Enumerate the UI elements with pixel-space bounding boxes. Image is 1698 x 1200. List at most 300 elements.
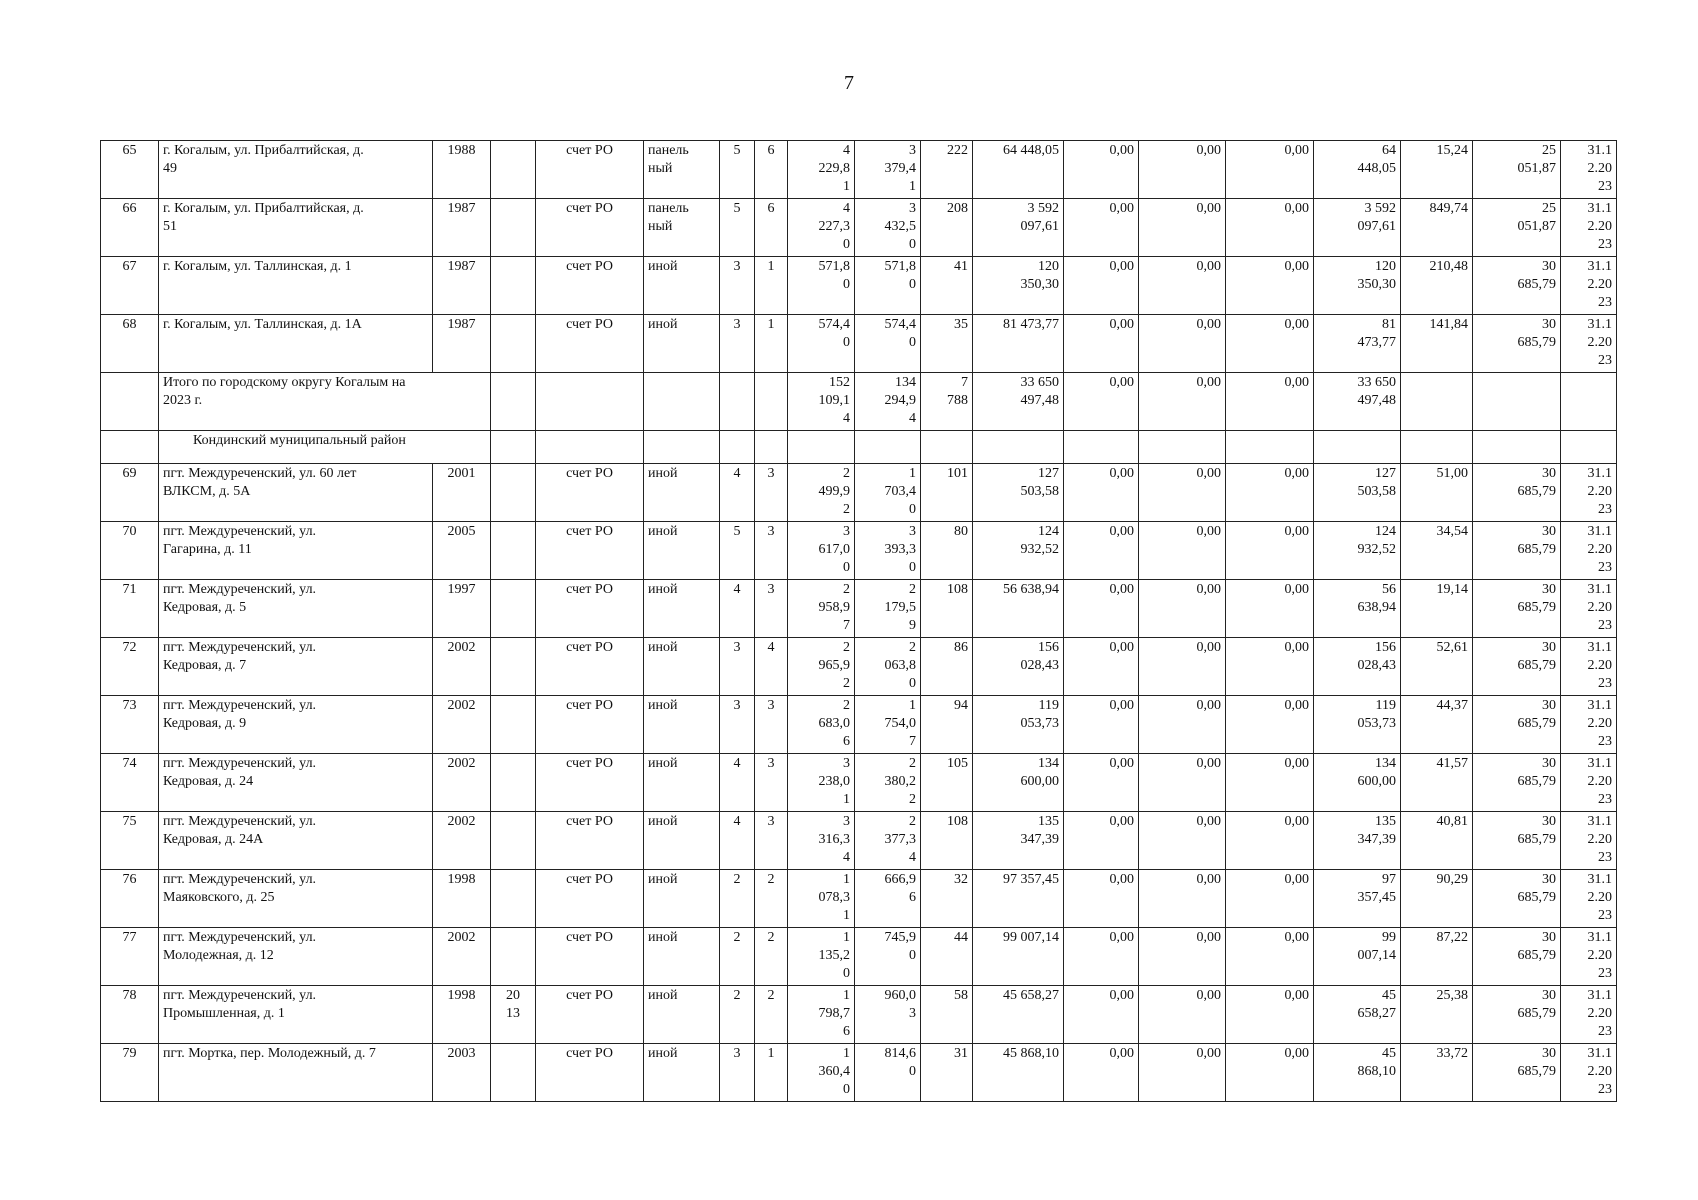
cell-year: 1987: [433, 315, 491, 373]
cell-yr2: [491, 870, 536, 928]
cell-year: 1987: [433, 199, 491, 257]
cell-people: 35: [921, 315, 973, 373]
cell-addr: пгт. Междуреченский, ул. Промышленная, д. 1: [159, 986, 433, 1044]
cell-year: 1998: [433, 986, 491, 1044]
cell-mat: иной: [644, 986, 720, 1044]
total-area2: 134 294,9 4: [855, 373, 921, 431]
cell-people: 44: [921, 928, 973, 986]
cell-f1: 0,00: [1064, 580, 1139, 638]
cell-fl: 2: [720, 870, 755, 928]
cell-people: 108: [921, 812, 973, 870]
cell-f1: 0,00: [1064, 199, 1139, 257]
cell-yr2: [491, 257, 536, 315]
cell-yr2: [491, 373, 536, 431]
cell-date: 31.1 2.20 23: [1561, 464, 1617, 522]
cell-unit: 849,74: [1401, 199, 1473, 257]
cell-max: 30 685,79: [1473, 812, 1561, 870]
cell-fl: 3: [720, 1044, 755, 1102]
cell-no: 77: [101, 928, 159, 986]
cell-area: 2 958,9 7: [788, 580, 855, 638]
cell-fl: 4: [720, 754, 755, 812]
cell-yr2: [491, 754, 536, 812]
cell-yr2: [491, 199, 536, 257]
cell-f4: 156 028,43: [1314, 638, 1401, 696]
cell-unit: 87,22: [1401, 928, 1473, 986]
cell-f1: 0,00: [1064, 464, 1139, 522]
cell-mat: панель ный: [644, 141, 720, 199]
cell-f1: 0,00: [1064, 696, 1139, 754]
cell-f2: 0,00: [1139, 522, 1226, 580]
empty-cell: [720, 431, 755, 464]
cell-f2: 0,00: [1139, 986, 1226, 1044]
cell-year: 2002: [433, 812, 491, 870]
cell-date: 31.1 2.20 23: [1561, 141, 1617, 199]
cell-max: 30 685,79: [1473, 580, 1561, 638]
cell-area2: 960,0 3: [855, 986, 921, 1044]
cell-f3: 0,00: [1226, 522, 1314, 580]
cell-cost: 124 932,52: [973, 522, 1064, 580]
cell-fund: счет РО: [536, 1044, 644, 1102]
cell-addr: г. Когалым, ул. Прибалтийская, д. 49: [159, 141, 433, 199]
cell-no: 67: [101, 257, 159, 315]
cell-f4: 97 357,45: [1314, 870, 1401, 928]
cell-fl: 2: [720, 928, 755, 986]
cell-unit: 19,14: [1401, 580, 1473, 638]
cell-fl: 3: [720, 315, 755, 373]
cell-mat: иной: [644, 580, 720, 638]
cell-no: 76: [101, 870, 159, 928]
cell-unit: 41,57: [1401, 754, 1473, 812]
cell-fund: счет РО: [536, 870, 644, 928]
cell-year: 1998: [433, 870, 491, 928]
cell-f1: 0,00: [1064, 812, 1139, 870]
total-f4: 33 650 497,48: [1314, 373, 1401, 431]
cell-unit: 25,38: [1401, 986, 1473, 1044]
total-area: 152 109,1 4: [788, 373, 855, 431]
cell-yr2: [491, 522, 536, 580]
cell-ent: 3: [755, 812, 788, 870]
cell-addr: пгт. Междуреченский, ул. Маяковского, д. 25: [159, 870, 433, 928]
cell-f1: 0,00: [1064, 986, 1139, 1044]
total-f1: 0,00: [1064, 373, 1139, 431]
cell-fl: 5: [720, 141, 755, 199]
cell-area: 574,4 0: [788, 315, 855, 373]
cell-f3: 0,00: [1226, 1044, 1314, 1102]
cell-mat: [644, 373, 720, 431]
cell-people: 41: [921, 257, 973, 315]
cell-fund: счет РО: [536, 812, 644, 870]
cell-no: 73: [101, 696, 159, 754]
empty-cell: [1401, 431, 1473, 464]
cell-cost: 97 357,45: [973, 870, 1064, 928]
cell-f3: 0,00: [1226, 580, 1314, 638]
cell-people: 108: [921, 580, 973, 638]
cell-unit: 141,84: [1401, 315, 1473, 373]
cell-area: 571,8 0: [788, 257, 855, 315]
cell-cost: 127 503,58: [973, 464, 1064, 522]
cell-f3: 0,00: [1226, 986, 1314, 1044]
cell-f3: 0,00: [1226, 928, 1314, 986]
cell-f1: 0,00: [1064, 315, 1139, 373]
cell-f2: 0,00: [1139, 580, 1226, 638]
cell-addr: пгт. Междуреченский, ул. Кедровая, д. 24: [159, 754, 433, 812]
cell-area: 4 229,8 1: [788, 141, 855, 199]
empty-cell: [1473, 431, 1561, 464]
cell-ent: 2: [755, 986, 788, 1044]
cell-date: 31.1 2.20 23: [1561, 638, 1617, 696]
cell-mat: панель ный: [644, 199, 720, 257]
cell-addr: пгт. Междуреченский, ул. Молодежная, д. 12: [159, 928, 433, 986]
cell-area: 1 360,4 0: [788, 1044, 855, 1102]
cell-unit: 44,37: [1401, 696, 1473, 754]
cell-max: 30 685,79: [1473, 986, 1561, 1044]
cell-mat: иной: [644, 928, 720, 986]
cell-fund: счет РО: [536, 638, 644, 696]
cell-ent: 6: [755, 141, 788, 199]
cell-area: 3 238,0 1: [788, 754, 855, 812]
cell-cost: 134 600,00: [973, 754, 1064, 812]
cell-f4: 134 600,00: [1314, 754, 1401, 812]
cell-area2: 2 377,3 4: [855, 812, 921, 870]
cell-cost: 3 592 097,61: [973, 199, 1064, 257]
cell-max: 30 685,79: [1473, 928, 1561, 986]
cell-yr2: [491, 315, 536, 373]
total-cost: 33 650 497,48: [973, 373, 1064, 431]
cell-cost: 45 868,10: [973, 1044, 1064, 1102]
cell-fund: счет РО: [536, 580, 644, 638]
cell-year: 2001: [433, 464, 491, 522]
cell-area2: 3 393,3 0: [855, 522, 921, 580]
cell-cost: 119 053,73: [973, 696, 1064, 754]
cell-max: 30 685,79: [1473, 1044, 1561, 1102]
cell-ent: 6: [755, 199, 788, 257]
cell-cost: 56 638,94: [973, 580, 1064, 638]
section-row: [101, 431, 1617, 464]
cell-people: 94: [921, 696, 973, 754]
cell-date: 31.1 2.20 23: [1561, 696, 1617, 754]
cell-ent: 3: [755, 754, 788, 812]
cell-addr: пгт. Междуреченский, ул. Кедровая, д. 7: [159, 638, 433, 696]
cell-cost: 135 347,39: [973, 812, 1064, 870]
cell-yr2: [491, 638, 536, 696]
cell-max: 30 685,79: [1473, 870, 1561, 928]
cell-unit: 210,48: [1401, 257, 1473, 315]
page-number: 7: [844, 72, 854, 94]
cell-date: 31.1 2.20 23: [1561, 522, 1617, 580]
cell-area2: 2 063,8 0: [855, 638, 921, 696]
cell-unit: 52,61: [1401, 638, 1473, 696]
cell-f1: 0,00: [1064, 522, 1139, 580]
cell-people: 208: [921, 199, 973, 257]
cell-year: 1988: [433, 141, 491, 199]
cell-f4: 45 868,10: [1314, 1044, 1401, 1102]
cell-yr2: [491, 141, 536, 199]
cell-fund: счет РО: [536, 928, 644, 986]
cell-f4: 120 350,30: [1314, 257, 1401, 315]
cell-area2: 745,9 0: [855, 928, 921, 986]
empty-cell: [1226, 431, 1314, 464]
cell-date: 31.1 2.20 23: [1561, 986, 1617, 1044]
cell-unit: [1401, 373, 1473, 431]
cell-no: 74: [101, 754, 159, 812]
cell-addr: г. Когалым, ул. Прибалтийская, д. 51: [159, 199, 433, 257]
cell-max: 25 051,87: [1473, 141, 1561, 199]
empty-cell: [644, 431, 720, 464]
cell-f2: 0,00: [1139, 199, 1226, 257]
cell-mat: иной: [644, 696, 720, 754]
cell-f3: 0,00: [1226, 141, 1314, 199]
cell-year: 2002: [433, 638, 491, 696]
cell-area2: 2 380,2 2: [855, 754, 921, 812]
cell-max: 30 685,79: [1473, 315, 1561, 373]
cell-max: 30 685,79: [1473, 696, 1561, 754]
cell-fund: счет РО: [536, 257, 644, 315]
cell-people: 31: [921, 1044, 973, 1102]
cell-f4: 99 007,14: [1314, 928, 1401, 986]
cell-fund: счет РО: [536, 315, 644, 373]
table-row: [101, 257, 1617, 315]
total-f3: 0,00: [1226, 373, 1314, 431]
cell-area2: 2 179,5 9: [855, 580, 921, 638]
cell-f3: 0,00: [1226, 696, 1314, 754]
table-row: [101, 464, 1617, 522]
cell-f2: 0,00: [1139, 696, 1226, 754]
cell-area2: 3 432,5 0: [855, 199, 921, 257]
cell-unit: 34,54: [1401, 522, 1473, 580]
cell-f3: 0,00: [1226, 754, 1314, 812]
cell-year: 2003: [433, 1044, 491, 1102]
cell-people: 80: [921, 522, 973, 580]
cell-fl: 5: [720, 522, 755, 580]
cell-f3: 0,00: [1226, 638, 1314, 696]
cell-f1: 0,00: [1064, 754, 1139, 812]
cell-area2: 574,4 0: [855, 315, 921, 373]
cell-area: 2 965,9 2: [788, 638, 855, 696]
cell-unit: 15,24: [1401, 141, 1473, 199]
cell-f4: 56 638,94: [1314, 580, 1401, 638]
table-row: [101, 315, 1617, 373]
cell-f2: 0,00: [1139, 812, 1226, 870]
cell-f3: 0,00: [1226, 870, 1314, 928]
empty-cell: [1139, 431, 1226, 464]
cell-ent: 2: [755, 870, 788, 928]
cell-f4: 64 448,05: [1314, 141, 1401, 199]
cell-year: 2002: [433, 696, 491, 754]
cell-f4: 119 053,73: [1314, 696, 1401, 754]
cell-fl: [720, 373, 755, 431]
cell-f3: 0,00: [1226, 315, 1314, 373]
cell-fund: счет РО: [536, 199, 644, 257]
cell-cost: 81 473,77: [973, 315, 1064, 373]
cell-fl: 3: [720, 696, 755, 754]
table-row: [101, 812, 1617, 870]
cell-people: 32: [921, 870, 973, 928]
cell-f1: 0,00: [1064, 1044, 1139, 1102]
cell-area: 2 683,0 6: [788, 696, 855, 754]
cell-area: 3 316,3 4: [788, 812, 855, 870]
cell-addr: пгт. Междуреченский, ул. 60 лет ВЛКСМ, д. 5А: [159, 464, 433, 522]
cell-fund: счет РО: [536, 754, 644, 812]
cell-area: 1 135,2 0: [788, 928, 855, 986]
total-label: Итого по городскому округу Когалым на 2023 г.: [159, 373, 491, 431]
cell-people: 86: [921, 638, 973, 696]
empty-cell: [788, 431, 855, 464]
total-row: [101, 373, 1617, 431]
cell-f2: 0,00: [1139, 638, 1226, 696]
cell-f3: 0,00: [1226, 199, 1314, 257]
total-f2: 0,00: [1139, 373, 1226, 431]
cell-area: 2 499,9 2: [788, 464, 855, 522]
cell-no: 75: [101, 812, 159, 870]
cell-f2: 0,00: [1139, 1044, 1226, 1102]
housing-register-table: [100, 140, 1617, 1102]
cell-f1: 0,00: [1064, 141, 1139, 199]
cell-people: 58: [921, 986, 973, 1044]
cell-no: [101, 373, 159, 431]
cell-mat: иной: [644, 812, 720, 870]
cell-no: 78: [101, 986, 159, 1044]
section-title: Кондинский муниципальный район: [193, 433, 406, 448]
cell-no: 79: [101, 1044, 159, 1102]
cell-cost: 45 658,27: [973, 986, 1064, 1044]
cell-year: 1997: [433, 580, 491, 638]
empty-cell: [855, 431, 921, 464]
cell-unit: 40,81: [1401, 812, 1473, 870]
cell-no: 68: [101, 315, 159, 373]
cell-mat: иной: [644, 754, 720, 812]
cell-ent: 3: [755, 464, 788, 522]
empty-cell: [1561, 431, 1617, 464]
cell-yr2: [491, 464, 536, 522]
cell-yr2: [491, 812, 536, 870]
cell-cost: 156 028,43: [973, 638, 1064, 696]
cell-ent: 1: [755, 257, 788, 315]
cell-f1: 0,00: [1064, 928, 1139, 986]
cell-mat: иной: [644, 1044, 720, 1102]
cell-f4: 45 658,27: [1314, 986, 1401, 1044]
cell-fund: счет РО: [536, 522, 644, 580]
cell-unit: 33,72: [1401, 1044, 1473, 1102]
cell-yr2: [491, 696, 536, 754]
cell-f1: 0,00: [1064, 870, 1139, 928]
cell-no: 70: [101, 522, 159, 580]
cell-ent: 1: [755, 1044, 788, 1102]
cell-max: [1473, 373, 1561, 431]
empty-cell: [973, 431, 1064, 464]
cell-cost: 120 350,30: [973, 257, 1064, 315]
cell-date: 31.1 2.20 23: [1561, 928, 1617, 986]
cell-area2: 814,6 0: [855, 1044, 921, 1102]
cell-f4: 127 503,58: [1314, 464, 1401, 522]
cell-addr: пгт. Междуреченский, ул. Гагарина, д. 11: [159, 522, 433, 580]
cell-fl: 2: [720, 986, 755, 1044]
cell-year: 1987: [433, 257, 491, 315]
cell-max: 30 685,79: [1473, 638, 1561, 696]
cell-area2: 666,9 6: [855, 870, 921, 928]
empty-cell: [1064, 431, 1139, 464]
cell-ent: 3: [755, 580, 788, 638]
empty-cell: [491, 431, 536, 464]
cell-mat: иной: [644, 870, 720, 928]
cell-fl: 4: [720, 464, 755, 522]
cell-fund: [536, 373, 644, 431]
cell-no: 72: [101, 638, 159, 696]
cell-year: 2002: [433, 754, 491, 812]
cell-date: 31.1 2.20 23: [1561, 812, 1617, 870]
table-row: [101, 754, 1617, 812]
table-row: [101, 870, 1617, 928]
cell-area: 1 798,7 6: [788, 986, 855, 1044]
table-row: [101, 986, 1617, 1044]
cell-area2: 3 379,4 1: [855, 141, 921, 199]
cell-date: 31.1 2.20 23: [1561, 315, 1617, 373]
cell-yr2: [491, 580, 536, 638]
cell-area2: 571,8 0: [855, 257, 921, 315]
cell-no: 65: [101, 141, 159, 199]
cell-f2: 0,00: [1139, 315, 1226, 373]
empty-cell: [921, 431, 973, 464]
cell-year: 2005: [433, 522, 491, 580]
cell-mat: иной: [644, 522, 720, 580]
cell-cost: 99 007,14: [973, 928, 1064, 986]
cell-fl: 4: [720, 812, 755, 870]
cell-addr: г. Когалым, ул. Таллинская, д. 1: [159, 257, 433, 315]
table-row: [101, 199, 1617, 257]
cell-mat: иной: [644, 464, 720, 522]
cell-yr2: [491, 1044, 536, 1102]
table-row: [101, 580, 1617, 638]
cell-date: 31.1 2.20 23: [1561, 1044, 1617, 1102]
cell-ent: 1: [755, 315, 788, 373]
cell-area: 3 617,0 0: [788, 522, 855, 580]
cell-no: 69: [101, 464, 159, 522]
empty-cell: [755, 431, 788, 464]
cell-mat: иной: [644, 638, 720, 696]
cell-f3: 0,00: [1226, 464, 1314, 522]
cell-f1: 0,00: [1064, 257, 1139, 315]
cell-year: 2002: [433, 928, 491, 986]
table-body: [101, 141, 1617, 1102]
cell-date: 31.1 2.20 23: [1561, 199, 1617, 257]
cell-f2: 0,00: [1139, 754, 1226, 812]
cell-f4: 135 347,39: [1314, 812, 1401, 870]
cell-fund: счет РО: [536, 464, 644, 522]
cell-area: 1 078,3 1: [788, 870, 855, 928]
empty-cell: [536, 431, 644, 464]
cell-mat: иной: [644, 257, 720, 315]
cell-fund: счет РО: [536, 696, 644, 754]
cell-area2: 1 703,4 0: [855, 464, 921, 522]
cell-no: [101, 431, 159, 464]
cell-date: 31.1 2.20 23: [1561, 754, 1617, 812]
cell-unit: 51,00: [1401, 464, 1473, 522]
cell-f2: 0,00: [1139, 141, 1226, 199]
cell-fund: счет РО: [536, 141, 644, 199]
cell-addr: пгт. Междуреченский, ул. Кедровая, д. 9: [159, 696, 433, 754]
cell-f3: 0,00: [1226, 257, 1314, 315]
cell-max: 30 685,79: [1473, 464, 1561, 522]
cell-no: 71: [101, 580, 159, 638]
table-row: [101, 1044, 1617, 1102]
cell-date: 31.1 2.20 23: [1561, 580, 1617, 638]
cell-addr: пгт. Мортка, пер. Молодежный, д. 7: [159, 1044, 433, 1102]
cell-yr2: [491, 928, 536, 986]
cell-max: 30 685,79: [1473, 754, 1561, 812]
cell-f2: 0,00: [1139, 464, 1226, 522]
cell-ent: 4: [755, 638, 788, 696]
cell-ent: [755, 373, 788, 431]
cell-f4: 3 592 097,61: [1314, 199, 1401, 257]
